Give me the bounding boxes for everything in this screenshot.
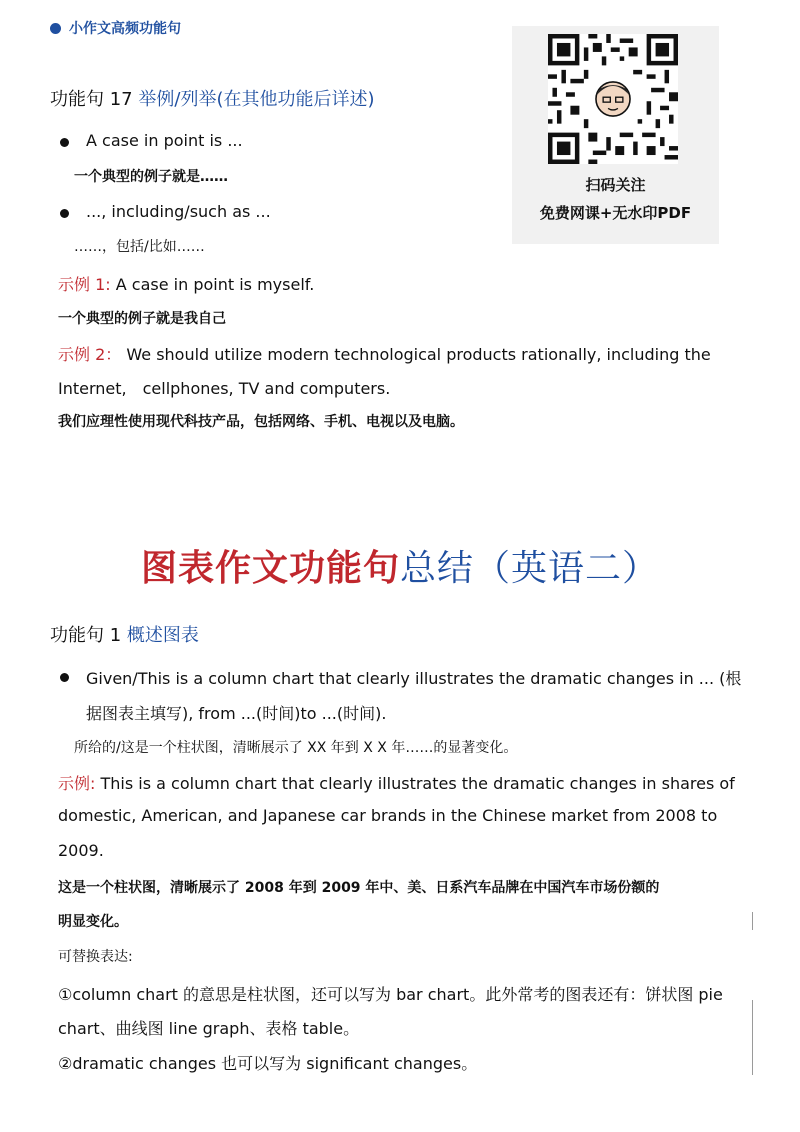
section-1-bullet-translation: 所给的/这是一个柱状图，清晰展示了 XX 年到 X X 年……的显著变化。 <box>74 740 518 756</box>
example-2-text: We should utilize modern technological products rationally, including the <box>126 345 711 364</box>
section-1-bullet: Given/This is a column chart that clearly illustrates the dramatic changes in ... (根 <box>86 666 741 689</box>
qr-code-panel <box>512 26 719 244</box>
section-17-bullet-2: ..., including/such as ... <box>86 202 271 221</box>
section-1-example-translation-line-2: 明显变化。 <box>58 914 128 930</box>
bullet-dot-icon <box>50 23 61 34</box>
section-17-example-2-line-2: Internet, cellphones, TV and computers. <box>58 379 391 398</box>
alternative-2: ②dramatic changes 也可以写为 significant changes。 <box>58 1054 478 1073</box>
section-1-topic: 概述图表 <box>126 625 199 646</box>
section-1-example-line-2: domestic, American, and Japanese car brands in the Chinese market from 2008 to <box>58 806 718 825</box>
alternative-1-line-1: ①column chart 的意思是柱状图，还可以写为 bar chart。此外常考的图表还有：饼状图 pie <box>58 985 723 1004</box>
alternatives-label: 可替换表达: <box>58 949 133 965</box>
section-17-bullet-1: A case in point is ... <box>86 131 243 150</box>
section-1-title <box>50 621 199 647</box>
alternative-1-line-2: chart、曲线图 line graph、表格 table。 <box>58 1019 360 1038</box>
section-17-bullet-1-translation: 一个典型的例子就是…… <box>74 169 228 185</box>
page-title-red: 图表作文功能句 <box>140 548 400 589</box>
page-title-blue: 总结（英语二） <box>400 548 660 589</box>
section-17-topic: 举例/列举(在其他功能后详述) <box>138 89 375 110</box>
section-17-bullet-2-translation: ……，包括/比如…… <box>74 239 205 255</box>
scan-artifact-line <box>752 1000 753 1075</box>
section-1-example-label: 示例: <box>58 774 96 793</box>
section-17-example-1-translation: 一个典型的例子就是我自己 <box>58 311 226 327</box>
section-header <box>50 18 181 38</box>
qr-caption-free-course: 免费网课+无水印PDF <box>539 204 692 222</box>
qr-caption-follow: 扫码关注 <box>585 176 646 194</box>
section-1-example <box>58 771 735 794</box>
example-1-label: 示例 1: <box>58 275 111 294</box>
section-17-example-1 <box>58 272 314 295</box>
section-1-example-line-3: 2009. <box>58 841 104 860</box>
section-1-bullet-line-2: 据图表主填写), from ...(时间)to ...(时间). <box>86 704 387 723</box>
section-17-title <box>50 85 374 111</box>
scan-artifact-line <box>752 912 753 930</box>
section-17-number: 功能句 17 <box>50 89 133 110</box>
section-1-example-line-1: This is a column chart that clearly illustrates the dramatic changes in shares of <box>100 774 735 793</box>
example-2-label: 示例 2： <box>58 345 122 364</box>
section-1-example-translation-line-1: 这是一个柱状图，清晰展示了 2008 年到 2009 年中、美、日系汽车品牌在中国汽车市场份额的 <box>58 880 660 896</box>
example-1-text: A case in point is myself. <box>115 275 315 294</box>
qr-code-icon <box>548 34 678 164</box>
section-17-example-2-translation: 我们应理性使用现代科技产品，包括网络、手机、电视以及电脑。 <box>58 414 464 430</box>
section-17-example-2 <box>58 342 748 365</box>
page-title <box>0 540 800 591</box>
section-header-label: 小作文高频功能句 <box>69 21 181 37</box>
section-1-number: 功能句 1 <box>50 625 122 646</box>
